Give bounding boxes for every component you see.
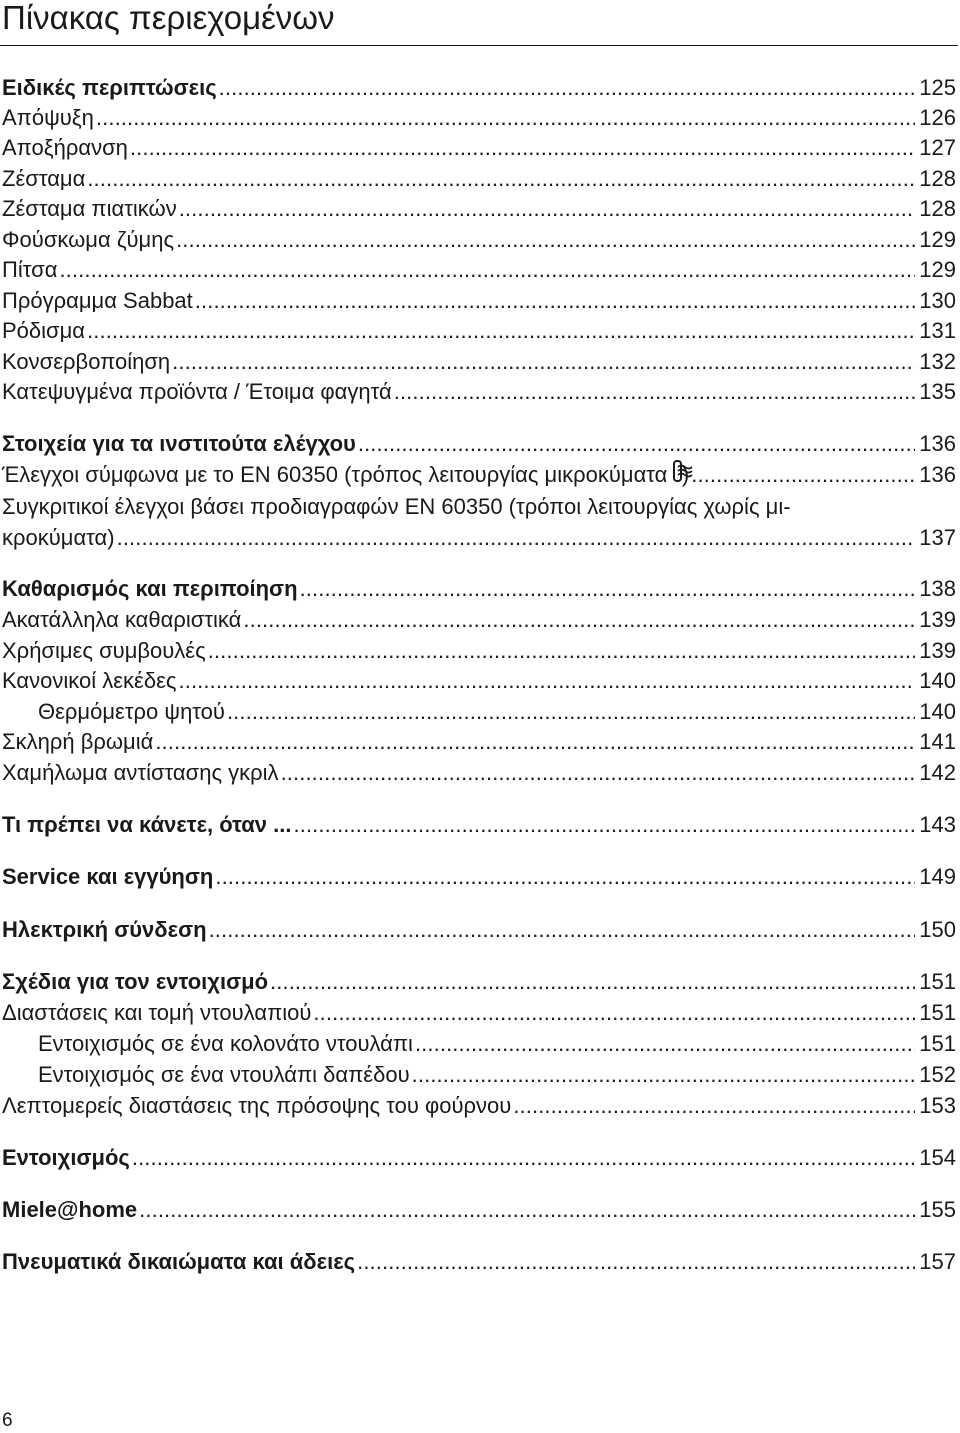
toc-entry[interactable] xyxy=(2,523,956,553)
toc-entry-label: Τι πρέπει να κάνετε, όταν ... xyxy=(2,812,292,837)
leader-dots xyxy=(270,967,915,997)
toc-entry-page: 151 xyxy=(919,1000,956,1025)
toc-entry-page: 125 xyxy=(919,75,956,100)
toc-entry[interactable] xyxy=(2,460,956,490)
toc-entry-label: Απόψυξη xyxy=(2,105,94,130)
leader-dots xyxy=(281,758,916,788)
leader-dots xyxy=(87,164,915,194)
toc-entry-label: Εντοιχισμός σε ένα ντουλάπι δαπέδου xyxy=(38,1062,410,1087)
leader-dots xyxy=(294,810,916,840)
toc-entry-page: 151 xyxy=(919,969,956,994)
toc-entry-page: 143 xyxy=(919,812,956,837)
toc-entry[interactable] xyxy=(2,286,956,316)
toc-entry[interactable] xyxy=(2,429,956,459)
leader-dots xyxy=(179,666,916,696)
page-title: Πίνακας περιεχομένων xyxy=(2,0,335,36)
leader-dots xyxy=(155,727,915,757)
leader-dots xyxy=(691,460,915,490)
toc-entry-label-continuation: κροκύματα) xyxy=(2,525,115,550)
toc-entry-page: 136 xyxy=(919,431,956,456)
leader-dots xyxy=(179,194,916,224)
leader-dots xyxy=(394,377,916,407)
toc-entry[interactable] xyxy=(2,810,956,840)
leader-dots xyxy=(87,316,915,346)
toc-entry[interactable] xyxy=(2,103,956,133)
leader-dots xyxy=(243,605,915,635)
toc-entry-label: Ζέσταμα πιατικών xyxy=(2,196,177,221)
toc-entry-page: 137 xyxy=(919,525,956,550)
toc-entry[interactable] xyxy=(38,697,956,727)
toc-entry[interactable] xyxy=(2,666,956,696)
toc-entry-label: Πρόγραμμα Sabbat xyxy=(2,288,193,313)
toc-entry-label: Πνευματικά δικαιώματα και άδειες xyxy=(2,1249,356,1274)
toc-entry-label: Έλεγχοι σύμφωνα με το EN 60350 (τρόπος λειτουργίας μικροκύματα xyxy=(2,462,668,487)
toc-entry[interactable] xyxy=(38,1029,956,1059)
toc-entry-page: 129 xyxy=(919,227,956,252)
toc-entry-label: Αποξήρανση xyxy=(2,135,128,160)
toc-entry[interactable] xyxy=(2,862,956,892)
toc-entry-page: 129 xyxy=(919,257,956,282)
toc-entry-label: Χρήσιμες συμβουλές xyxy=(2,638,206,663)
leader-dots xyxy=(300,574,916,604)
toc-entry[interactable] xyxy=(2,194,956,224)
leader-dots xyxy=(227,697,915,727)
toc-entry[interactable] xyxy=(2,255,956,285)
toc-entry-label: Ηλεκτρική σύνδεση xyxy=(2,917,207,942)
leader-dots xyxy=(117,523,916,553)
toc-entry-page: 139 xyxy=(919,607,956,632)
leader-dots xyxy=(59,255,915,285)
toc-entry[interactable] xyxy=(38,1060,956,1090)
toc-entry-page: 139 xyxy=(919,638,956,663)
toc-entry-page: 142 xyxy=(919,760,956,785)
toc-entry[interactable] xyxy=(2,73,956,103)
toc-entry-label: Φούσκωμα ζύμης xyxy=(2,227,175,252)
toc-entry-label: Κανονικοί λεκέδες xyxy=(2,668,177,693)
toc-entry[interactable] xyxy=(2,727,956,757)
leader-dots xyxy=(215,862,915,892)
toc-entry[interactable] xyxy=(2,605,956,635)
toc-entry[interactable] xyxy=(2,316,956,346)
toc-entry-page: 127 xyxy=(919,135,956,160)
toc-entry[interactable] xyxy=(2,225,956,255)
toc-entry-page: 140 xyxy=(919,668,956,693)
toc-entry[interactable] xyxy=(2,347,956,377)
leader-dots xyxy=(358,429,915,459)
leader-dots xyxy=(313,998,915,1028)
leader-dots xyxy=(130,133,915,163)
leader-dots xyxy=(208,636,916,666)
leader-dots xyxy=(139,1195,915,1225)
toc-entry[interactable] xyxy=(2,758,956,788)
toc-entry-label: Σκληρή βρωμιά xyxy=(2,729,154,754)
microwave-icon xyxy=(673,460,682,482)
toc-entry[interactable] xyxy=(2,636,956,666)
toc-entry-label: Καθαρισμός και περιποίηση xyxy=(2,576,298,601)
toc-entry-label[interactable]: Συγκριτικοί έλεγχοι βάσει προδιαγραφών EN 60350 (τρόποι λειτουργίας χωρίς μι- xyxy=(2,494,791,519)
leader-dots xyxy=(96,103,915,133)
toc-entry-label: Miele@home xyxy=(2,1197,138,1222)
toc-entry[interactable] xyxy=(2,133,956,163)
toc-entry-page: 136 xyxy=(919,462,956,487)
toc-entry-page: 131 xyxy=(919,318,956,343)
toc-entry-page: 141 xyxy=(919,729,956,754)
toc-entry-label: Λεπτομερείς διαστάσεις της πρόσοψης του φούρνου xyxy=(2,1093,512,1118)
toc-entry-page: 138 xyxy=(919,576,956,601)
toc-entry-page: 140 xyxy=(919,699,956,724)
leader-dots xyxy=(412,1060,916,1090)
toc-entry-label: Service και εγγύηση xyxy=(2,864,214,889)
toc-entry[interactable] xyxy=(2,1143,956,1173)
leader-dots xyxy=(513,1091,915,1121)
toc-entry[interactable] xyxy=(2,915,956,945)
leader-dots xyxy=(219,73,916,103)
toc-entry[interactable] xyxy=(2,574,956,604)
leader-dots xyxy=(176,225,915,255)
toc-entry-page: 130 xyxy=(919,288,956,313)
leader-dots xyxy=(209,915,916,945)
toc-entry[interactable] xyxy=(2,998,956,1028)
page-number: 6 xyxy=(2,1410,13,1431)
toc-entry-label: Ρόδισμα xyxy=(2,318,86,343)
toc-entry-page: 155 xyxy=(919,1197,956,1222)
toc-entry-page: 126 xyxy=(919,105,956,130)
toc-entry-page: 150 xyxy=(919,917,956,942)
toc-entry-page: 128 xyxy=(919,166,956,191)
leader-dots xyxy=(172,347,915,377)
toc-entry-label: Ειδικές περιπτώσεις xyxy=(2,75,217,100)
toc-entry-page: 128 xyxy=(919,196,956,221)
toc-entry-label: Εντοιχισμός xyxy=(2,1145,130,1170)
toc-entry-label: Διαστάσεις και τομή ντουλαπιού xyxy=(2,1000,312,1025)
toc-entry-label: Στοιχεία για τα ινστιτούτα ελέγχου xyxy=(2,431,356,456)
toc-entry-page: 132 xyxy=(919,349,956,374)
leader-dots xyxy=(415,1029,915,1059)
toc-entry-page: 153 xyxy=(919,1093,956,1118)
toc-entry[interactable] xyxy=(2,164,956,194)
toc-entry[interactable] xyxy=(2,377,956,407)
toc-entry-page: 157 xyxy=(919,1249,956,1274)
title-rule xyxy=(0,45,958,46)
toc-entry-label: Θερμόμετρο ψητού xyxy=(38,699,225,724)
toc-entry-label: Ακατάλληλα καθαριστικά xyxy=(2,607,242,632)
leader-dots xyxy=(132,1143,915,1173)
toc-entry[interactable] xyxy=(2,1247,956,1277)
toc-entry-label: Πίτσα xyxy=(2,257,58,282)
leader-dots xyxy=(357,1247,915,1277)
toc-entry-page: 154 xyxy=(919,1145,956,1170)
toc-entry-label-suffix: ) xyxy=(681,462,690,487)
toc-entry-label: Κατεψυγμένα προϊόντα / Έτοιμα φαγητά xyxy=(2,379,392,404)
toc-entry-label: Σχέδια για τον εντοιχισμό xyxy=(2,969,269,994)
toc-entry[interactable] xyxy=(2,1195,956,1225)
toc-entry[interactable] xyxy=(2,1091,956,1121)
toc-entry-label: Χαμήλωμα αντίστασης γκριλ xyxy=(2,760,279,785)
toc-entry-page: 149 xyxy=(919,864,956,889)
toc-entry-page: 151 xyxy=(919,1031,956,1056)
toc-entry-page: 135 xyxy=(919,379,956,404)
toc-entry-page: 152 xyxy=(919,1062,956,1087)
leader-dots xyxy=(195,286,916,316)
toc-entry-label: Εντοιχισμός σε ένα κολονάτο ντουλάπι xyxy=(38,1031,413,1056)
toc-entry-label: Ζέσταμα xyxy=(2,166,86,191)
toc-entry-label: Κονσερβοποίηση xyxy=(2,349,171,374)
toc-entry[interactable] xyxy=(2,967,956,997)
